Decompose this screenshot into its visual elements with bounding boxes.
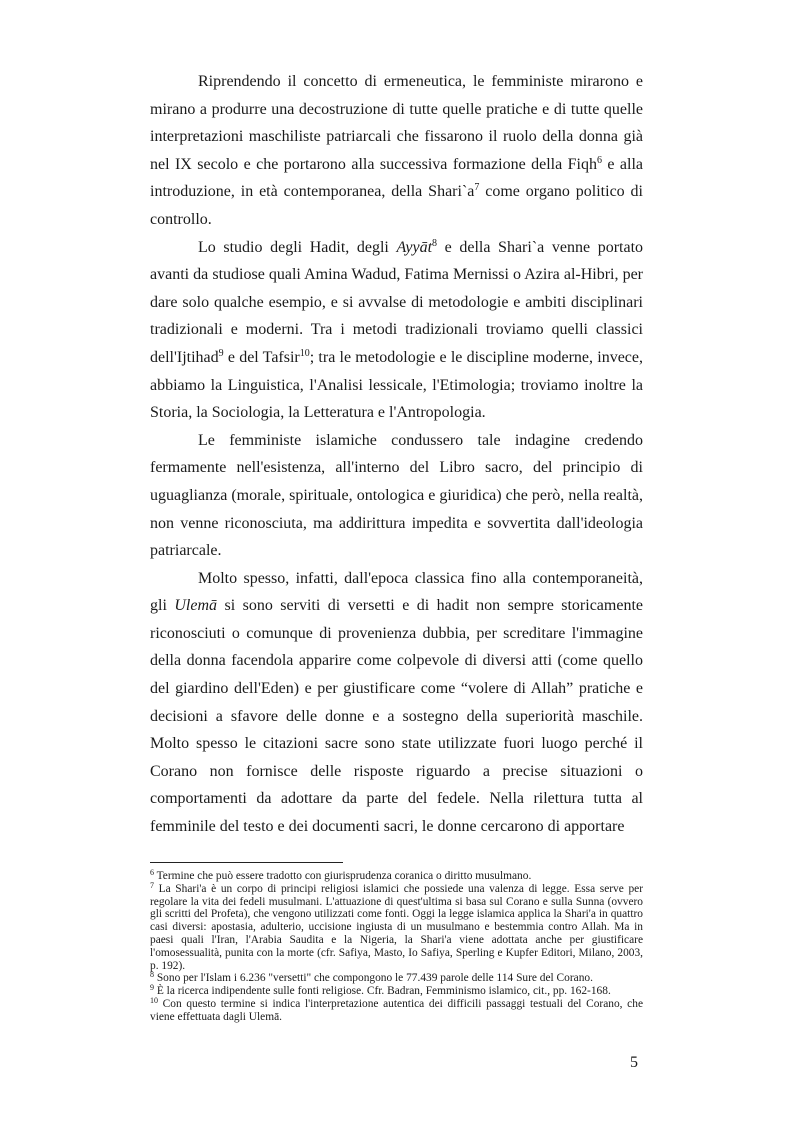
text-run: si sono serviti di versetti e di hadit non sempre storicamente riconosciuti o comunque di provenienza dubbia, per screditare l'immagine della donna facendola apparire come colpevole di diversi atti (come quello del giardino dell'Eden) e per giustificare come “volere di Allah” pratiche e decisioni a sfavore delle donne e a sostegno della superiorità maschile. Molto spesso le citazioni sacre sono state utilizzate fuori luogo perché il Corano non fornisce delle risposte riguardo a precise situazioni o comportamenti da adottare da parte del fedele. Nella rilettura tutta al femminile del testo e dei documenti sacri, le donne cercarono di apportare (150, 597, 643, 836)
italic-term: Ulemā (174, 597, 218, 615)
footnote-ref: 8 (432, 237, 438, 249)
footnote-number: 9 (150, 983, 154, 993)
footnote-ref: 9 (218, 347, 224, 359)
footnote (150, 972, 643, 985)
body-paragraph (150, 427, 643, 565)
text-run: Riprendendo il concetto di ermeneutica, le femministe mirarono e mirano a produrre una decostruzione di tutte quelle pratiche e di tutte quelle interpretazioni maschiliste patriarcali che fissarono il ruolo della donna già nel IX secolo e che portarono alla successiva formazione della Fiqh (150, 73, 643, 173)
body-text (150, 68, 643, 841)
text-run: e alla introduzione, in età contemporanea, della Shari`a (150, 155, 643, 201)
footnote-number: 8 (150, 970, 154, 980)
footnote-number: 10 (150, 995, 158, 1005)
footnote-ref: 6 (596, 154, 602, 166)
text-run: come organo politico di controllo. (150, 183, 643, 228)
page-number: 5 (630, 1054, 638, 1071)
text-run: e della Shari`a venne portato avanti da studiose quali Amina Wadud, Fatima Mernissi o Azira al-Hibri, per dare solo qualche esempio, e si avvalse di metodologie e ambiti disciplinari tradizionali e moderni. Tra i metodi tradizionali troviamo quelli classici dell'Ijtihad (150, 238, 644, 366)
footnote-text: Sono per l'Islam i 6.236 "versetti" che compongono le 77.439 parole delle 114 Sure del Corano. (154, 972, 593, 985)
footnote (150, 870, 643, 883)
body-paragraph (150, 68, 643, 234)
footnotes (150, 870, 643, 1024)
footnote-number: 6 (150, 868, 154, 877)
text-run: Molto spesso, infatti, dall'epoca classica fino alla contemporaneità, gli (150, 569, 643, 615)
footnote (150, 995, 643, 1024)
body-paragraph (150, 565, 643, 841)
text-run: Lo studio degli Hadit, degli (198, 238, 397, 256)
footnote (150, 880, 643, 973)
footnote-text: Con questo termine si indica l'interpretazione autentica dei difficili passaggi testuali del Corano, che viene effettuata dagli Ulemā. (150, 997, 643, 1023)
text-run: e del Tafsir (223, 348, 300, 366)
footnote-ref: 7 (474, 182, 480, 194)
footnote (150, 985, 643, 998)
footnote-text: La Shari'a è un corpo di principi religiosi islamici che possiede una valenza di legge. Essa serve per regolare la vita dei fedeli musulmani. L'attuazione di quest'ultima si basa sul Corano e sulla Sunna (ovvero gli scritti del Profeta), che vengono utilizzati come fonti. Oggi la legge islamica applica la Shari'a in quattro casi diversi: apostasia, adulterio, uccisione ingiusta di un musulmano e bestemmia contro Allah. Ma in paesi quali l'Iran, l'Arabia Saudita e la Nigeria, la Shari'a viene adottata anche per giustificare l'omosessualità, punita con la morte (cfr. Safiya, Masto, Io Safiya, Sperling e Kupfer Editori, Milano, 2003, p. 192). (150, 882, 643, 972)
footnote-text: Termine che può essere tradotto con giurisprudenza coranica o diritto musulmano. (154, 870, 532, 882)
text-run: Le femministe islamiche condussero tale indagine credendo fermamente nell'esistenza, all'interno del Libro sacro, del principio di uguaglianza (morale, spirituale, ontologica e giuridica) che però, nella realtà, non venne riconosciuta, ma addirittura impedita e sovvertita dall'ideologia patriarcale. (150, 431, 643, 560)
body-paragraph (150, 234, 643, 427)
text-run: ; tra le metodologie e le discipline moderne, invece, abbiamo la Linguistica, l'Analisi lessicale, l'Etimologia; troviamo inoltre la Storia, la Sociologia, la Letteratura e l'Antropologia. (150, 348, 643, 422)
italic-term: Ayyāt (396, 238, 433, 256)
footnote-text: È la ricerca indipendente sulle fonti religiose. Cfr. Badran, Femminismo islamico, cit., pp. 162-168. (154, 985, 611, 998)
footnote-separator (150, 862, 343, 863)
footnote-number: 7 (150, 880, 154, 890)
footnote-ref: 10 (299, 347, 310, 359)
